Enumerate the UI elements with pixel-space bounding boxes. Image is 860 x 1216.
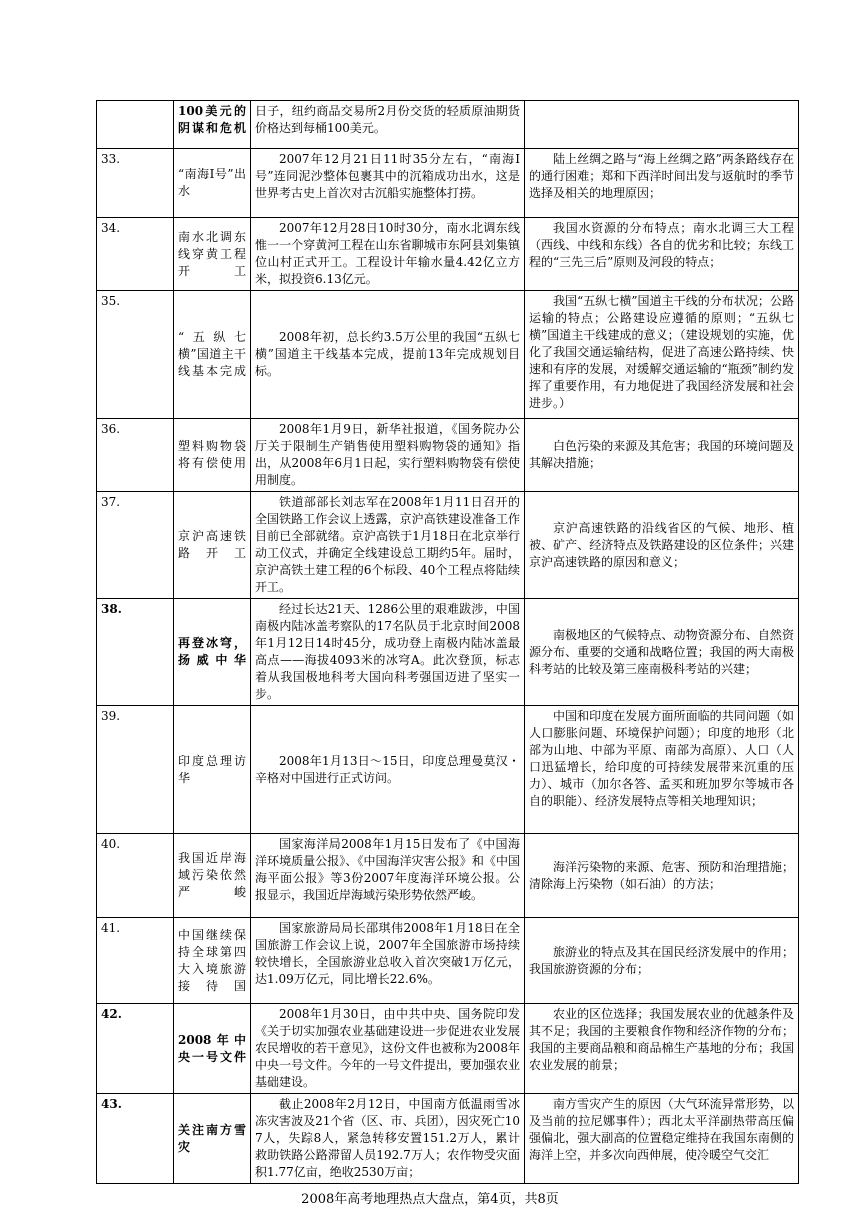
- row-title: “南海Ⅰ号”出水: [174, 149, 251, 218]
- row-topic: 农业的区位选择；我国发展农业的优越条件及其不足；我国的主要粮食作物和经济作物的分布；我国的主要商品粮和商品棉生产基地的分布；我国农业发展的前景；: [525, 1004, 799, 1094]
- row-number: 34.: [97, 218, 174, 291]
- row-event: 国家旅游局局长邵琪伟2008年1月18日在全国旅游工作会议上说，2007年全国旅游市场持续较快增长，全国旅游业总收入首次突破1万亿元，达1.09万亿元，同比增长22.6%。: [251, 918, 525, 1004]
- row-event: 2007年12月21日11时35分左右，“南海Ⅰ号”连同泥沙整体包裹其中的沉箱成功出水，这是世界考古史上首次对古沉船实施整体打捞。: [251, 149, 525, 218]
- table-row: [97, 918, 799, 1004]
- row-event: 2007年12月28日10时30分，南水北调东线惟一一个穿黄河工程在山东省聊城市东阿县刘集镇位山村正式开工。工程设计年输水量4.42亿立方米，拟投资6.13亿元。: [251, 218, 525, 291]
- row-title: 2008年中央一号文件: [174, 1004, 251, 1094]
- row-title: 京沪高速铁路开工: [174, 492, 251, 599]
- row-event: 2008年初，总长约3.5万公里的我国“五纵七横”国道主干线基本完成，提前13年完成规划目标。: [251, 291, 525, 419]
- row-topic: 南极地区的气候特点、动物资源分布、自然资源分布、重要的交通和战略位置；我国的两大南极科考站的比较及第三座南极科考站的兴建；: [525, 599, 799, 706]
- row-event: 2008年1月13日～15日，印度总理曼莫汉・辛格对中国进行正式访问。: [251, 706, 525, 834]
- table-row: [97, 834, 799, 918]
- row-title: 南水北调东线穿黄工程开工: [174, 218, 251, 291]
- row-number: 39.: [97, 706, 174, 834]
- table-row: [97, 101, 799, 149]
- table-row: [97, 149, 799, 218]
- row-title: 关注南方雪灾: [174, 1094, 251, 1184]
- row-topic: 我国“五纵七横”国道主干线的分布状况；公路运输的特点；公路建设应遵循的原则；“五纵七横”国道主干线建成的意义；（建设规划的实施，优化了我国交通运输结构，促进了高速公路持续、快速和有序的发展，对缓解交通运输的“瓶颈”制约发挥了重要作用，有力地促进了我国经济发展和社会进步。）: [525, 291, 799, 419]
- row-topic: 白色污染的来源及其危害；我国的环境问题及其解决措施；: [525, 419, 799, 492]
- row-topic: 中国和印度在发展方面所面临的共同问题（如人口膨胀问题、环境保护问题）；印度的地形（北部为山地、中部为平原、南部为高原）、人口（人口迅猛增长，给印度的可持续发展带来沉重的压力）、城市（加尔各答、孟买和班加罗尔等城市各自的职能）、经济发展特点等相关地理知识；: [525, 706, 799, 834]
- row-topic: 京沪高速铁路的沿线省区的气候、地形、植被、矿产、经济特点及铁路建设的区位条件；兴建京沪高速铁路的原因和意义；: [525, 492, 799, 599]
- row-topic: 陆上丝绸之路与“海上丝绸之路”两条路线存在的通行困难；郑和下西洋时间出发与返航时的季节选择及相关的地理原因；: [525, 149, 799, 218]
- row-number: 43.: [97, 1094, 174, 1184]
- table-row: [97, 419, 799, 492]
- table-row: [97, 291, 799, 419]
- row-title: 我国近岸海域污染依然严峻: [174, 834, 251, 918]
- row-event: 国家海洋局2008年1月15日发布了《中国海洋环境质量公报》、《中国海洋灾害公报》和《中国海平面公报》等3份2007年度海洋环境公报。公报显示，我国近岸海域污染形势依然严峻。: [251, 834, 525, 918]
- row-event: 2008年1月30日，由中共中央、国务院印发《关于切实加强农业基础建设进一步促进农业发展农民增收的若干意见》，这份文件也被称为2008年中央一号文件。今年的一号文件提出，要加强农业基础建设。: [251, 1004, 525, 1094]
- row-number: 36.: [97, 419, 174, 492]
- row-topic: 海洋污染物的来源、危害、预防和治理措施；清除海上污染物（如石油）的方法；: [525, 834, 799, 918]
- row-topic: 我国水资源的分布特点；南水北调三大工程（西线、中线和东线）各自的优劣和比较；东线工程的“三先三后”原则及河段的特点；: [525, 218, 799, 291]
- row-number: 41.: [97, 918, 174, 1004]
- row-number: 33.: [97, 149, 174, 218]
- row-event: 截止2008年2月12日，中国南方低温雨雪冰冻灾害波及21个省（区、市、兵团），因灾死亡107人，失踪8人，紧急转移安置151.2万人，累计救助铁路公路滞留人员192.7万人；农作物受灾面积1.77亿亩，绝收2530万亩；: [251, 1094, 525, 1184]
- row-number: 42.: [97, 1004, 174, 1094]
- row-title: 印度总理访华: [174, 706, 251, 834]
- row-number: 35.: [97, 291, 174, 419]
- row-event: 2008年1月9日，新华社报道，《国务院办公厅关于限制生产销售使用塑料购物袋的通知》指出，从2008年6月1日起，实行塑料购物袋有偿使用制度。: [251, 419, 525, 492]
- table-row: [97, 1004, 799, 1094]
- row-number: 38.: [97, 599, 174, 706]
- row-topic: 南方雪灾产生的原因（大气环流异常形势，以及当前的拉尼娜事件）；西北太平洋副热带高压偏强偏北，强大副高的位置稳定维持在我国东南侧的海洋上空，并多次向西伸展，使冷暖空气交汇: [525, 1094, 799, 1184]
- hotspot-table: [96, 100, 799, 1184]
- row-title: 再登冰穹，扬威中华: [174, 599, 251, 706]
- table-row: [97, 1094, 799, 1184]
- row-title: 100美元的阴谋和危机: [174, 101, 251, 149]
- table-row: [97, 599, 799, 706]
- row-event: 经过长达21天、1286公里的艰难跋涉，中国南极内陆冰盖考察队的17名队员于北京时间2008年1月12日14时45分，成功登上南极内陆冰盖最高点——海拔4093米的冰穹A。此次登顶，标志着从我国极地科考大国向科考强国迈进了坚实一步。: [251, 599, 525, 706]
- row-number: [97, 101, 174, 149]
- table-row: [97, 492, 799, 599]
- row-number: 40.: [97, 834, 174, 918]
- table-row: [97, 706, 799, 834]
- row-event: 铁道部部长刘志军在2008年1月11日召开的全国铁路工作会议上透露，京沪高铁建设准备工作目前已全部就绪。京沪高铁于1月18日在北京举行动工仪式，并确定全线建设总工期约5年。届时，京沪高铁土建工程的6个标段、40个工程点将陆续开工。: [251, 492, 525, 599]
- page-footer: 2008年高考地理热点大盘点，第4页，共8页: [301, 1192, 559, 1207]
- row-topic: [525, 101, 799, 149]
- row-title: 塑料购物袋将有偿使用: [174, 419, 251, 492]
- row-event: 日子，纽约商品交易所2月份交货的轻质原油期货价格达到每桶100美元。: [251, 101, 525, 149]
- table-row: [97, 218, 799, 291]
- row-title: 中国继续保持全球第四大入境旅游接待国: [174, 918, 251, 1004]
- row-number: 37.: [97, 492, 174, 599]
- row-topic: 旅游业的特点及其在国民经济发展中的作用；我国旅游资源的分布；: [525, 918, 799, 1004]
- row-title: “五纵七横”国道主干线基本完成: [174, 291, 251, 419]
